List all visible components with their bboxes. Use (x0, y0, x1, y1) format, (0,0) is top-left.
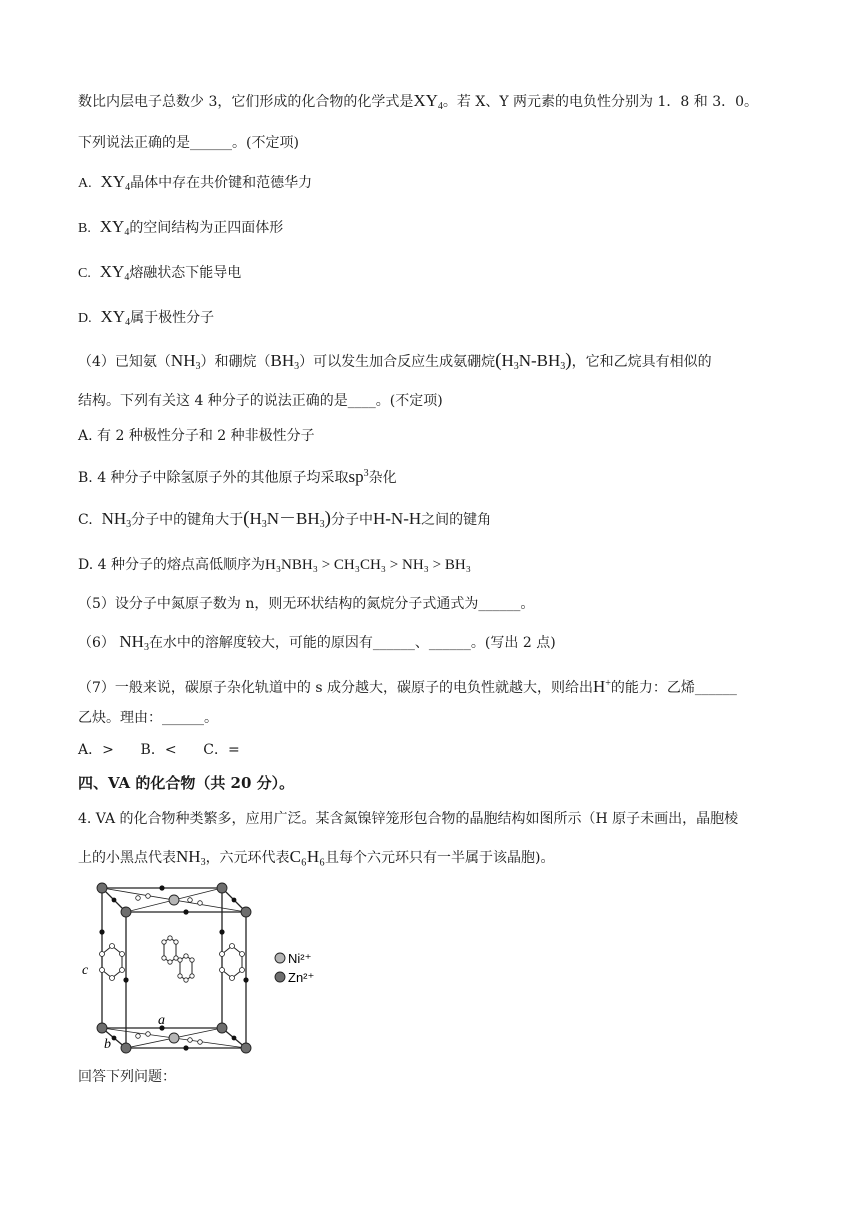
legend-ni-label: Ni²⁺ (288, 951, 312, 966)
q5-text: （5）设分子中氮原子数为 n，则无环状结构的氮烷分子式通式为______。 (78, 596, 535, 612)
p4-line1: 4. VA 的化合物种类繁多，应用广泛。某含氮镍锌笼形包合物的晶胞结构如图所示（H 原子未画出，晶胞棱 (78, 811, 739, 827)
q4-option-a: A. 有 2 种极性分子和 2 种非极性分子 (78, 428, 315, 444)
zn-atom (97, 1023, 107, 1033)
q3-option-b: B. $XY_4$的空间结构为正四面体形 (78, 217, 284, 238)
q3-stem-line1 (78, 90, 758, 118)
q6-text: （6） $NH_3$在水中的溶解度较大，可能的原因有______、______。(写出 2 点) (78, 632, 556, 653)
zn-atom (121, 1043, 131, 1053)
q4-stem-line1: （4）已知氨$(NH_3)$和硼烷$(BH_3)$可以发生加合反应生成氨硼烷$(H_3N-BH_3)$，它和乙烷具有相似的 (78, 350, 712, 372)
q4-option-b: B. 4 种分子中除氢原子外的其他原子均采取$sp^3$杂化 (78, 467, 397, 486)
zn-atom (97, 883, 107, 893)
legend-zn-label: Zn²⁺ (288, 970, 315, 985)
axis-label-a: a (158, 1013, 165, 1028)
q4-option-d: D. 4 种分子的熔点高低顺序为H₃NBH₃ > CH₃CH₃ > NH₃ > BH₃ (78, 557, 471, 573)
crystal-cell-figure (76, 876, 326, 1061)
q3-option-c: C. $XY_4$熔融状态下能导电 (78, 262, 242, 283)
zn-atom (217, 883, 227, 893)
legend-zn-marker (275, 972, 285, 982)
q7-text-line1: （7）一般来说，碳原子杂化轨道中的 s 成分越大，碳原子的电负性就越大，则给出H+的能力：乙烯______ (78, 677, 737, 696)
q7-text-line2: 乙炔。理由：______。 (78, 710, 218, 726)
ni-atom (169, 895, 179, 905)
axis-label-b: b (104, 1037, 111, 1052)
q3-stem-line2: 下列说法正确的是______。(不定项) (78, 135, 299, 151)
section-heading: 四、VA 的化合物（共 20 分）。 (78, 774, 295, 792)
q4-option-c: C. $NH_3$分子中的键角大于$(H_3N-BH_3)$分子中H-N-H之间的键角 (78, 508, 492, 530)
xy4-formula: $XY_4$ (413, 91, 443, 112)
zn-atom (121, 907, 131, 917)
q3-option-a: A. $XY_4$晶体中存在共价键和范德华力 (78, 172, 313, 193)
p4-line2: 上的小黑点代表$NH_3$，六元环代表C₆H₆且每个六元环只有一半属于该晶胞)。 (78, 847, 555, 868)
q4-stem-line2: 结构。下列有关这 4 种分子的说法正确的是____。(不定项) (78, 393, 443, 409)
footer-prompt: 回答下列问题： (78, 1069, 176, 1085)
q3-stem-text-b: 。若 X、Y 两元素的电负性分别为 1．8 和 3．0。 (442, 94, 759, 110)
ni-atom (169, 1033, 179, 1043)
axis-label-c: c (82, 963, 89, 978)
zn-atom (241, 1043, 251, 1053)
zn-atom (217, 1023, 227, 1033)
legend-ni-marker (275, 953, 285, 963)
q3-stem-text: 数比内层电子总数少 3，它们形成的化合物的化学式是 (78, 94, 414, 110)
q7-options: A．> B．< C．= (78, 742, 240, 758)
q3-option-d: D. $XY_4$属于极性分子 (78, 307, 215, 328)
zn-atom (241, 907, 251, 917)
